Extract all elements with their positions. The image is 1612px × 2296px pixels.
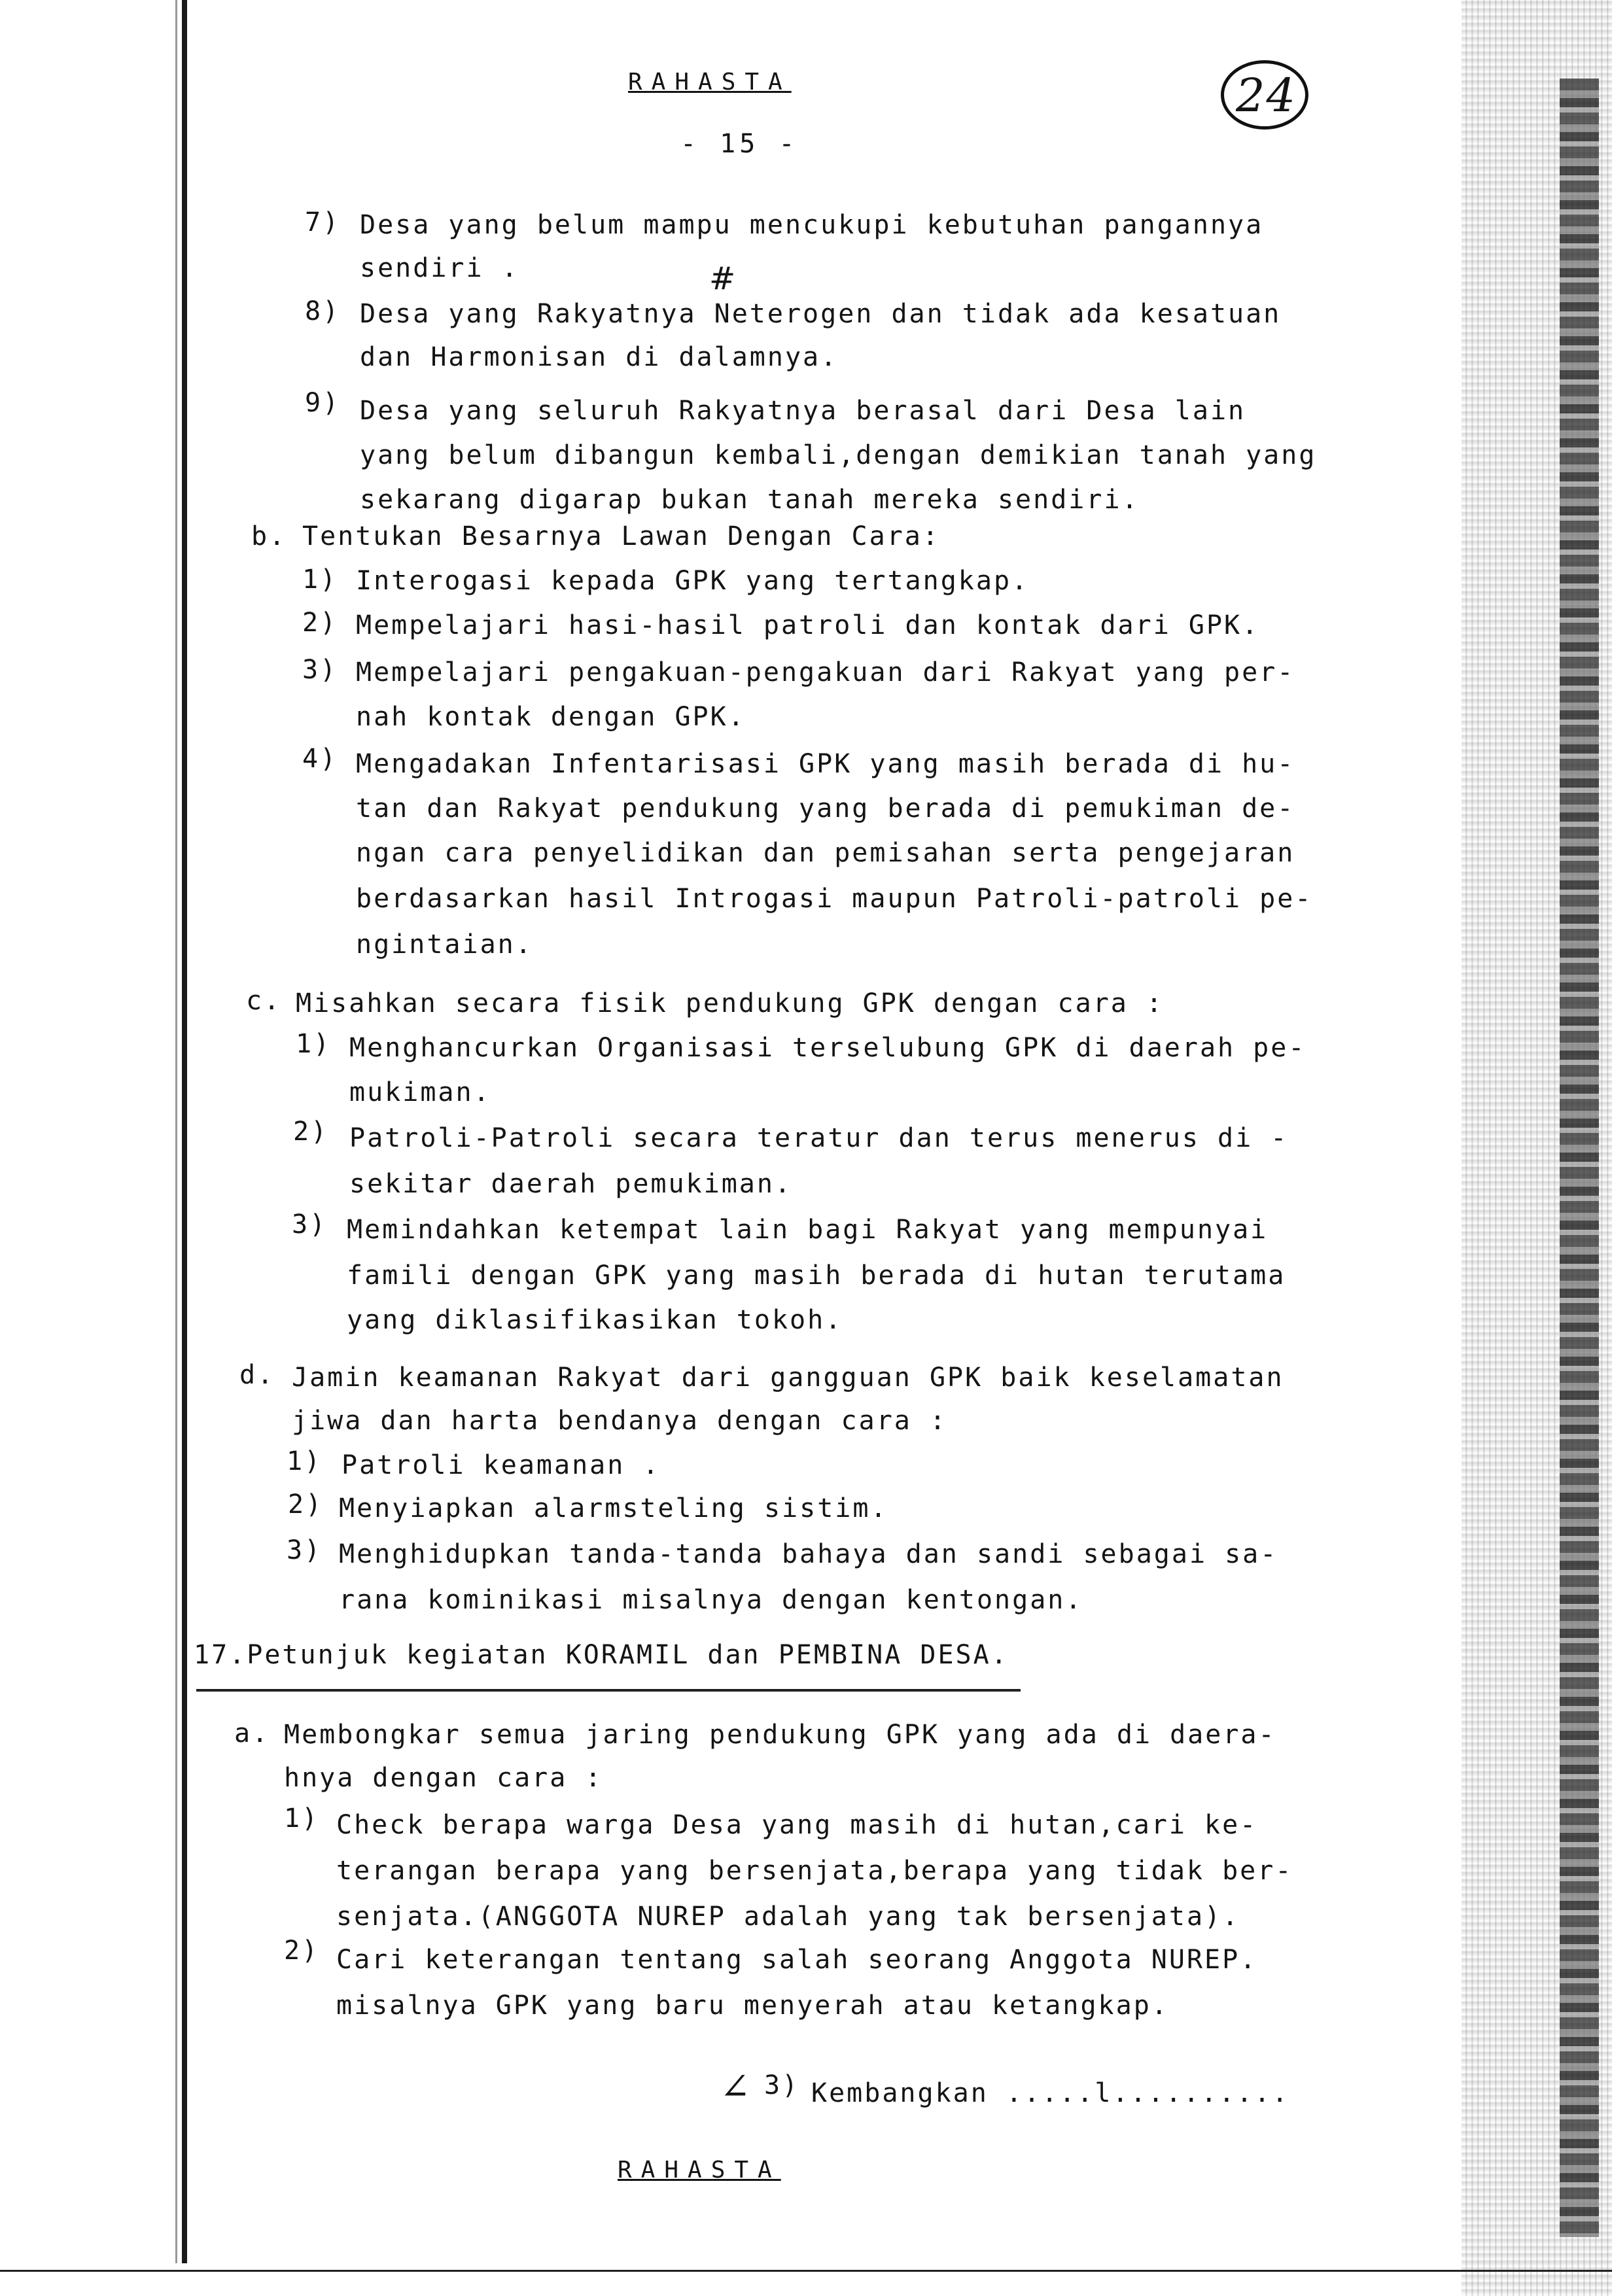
handwritten-hash-mark: # [709, 260, 736, 297]
section-17a-label: a. [234, 1718, 270, 1748]
item-a9-line2: yang belum dibangun kembali,dengan demikian tanah yang [360, 440, 1317, 470]
item-a8-line1: Desa yang Rakyatnya Neterogen dan tidak ada kesatuan [360, 299, 1282, 329]
section-17a-title-line2: hnya dengan cara : [284, 1763, 603, 1793]
item-b4-line4: berdasarkan hasil Introgasi maupun Patroli-patroli pe- [356, 884, 1313, 914]
section-c-label: c. [246, 986, 282, 1016]
section-17-underline [196, 1689, 1021, 1692]
item-d3-num: 3) [287, 1535, 323, 1565]
section-d-label: d. [239, 1360, 275, 1390]
scan-edge-bottom [0, 2270, 1612, 2272]
item-b4-num: 4) [302, 744, 338, 774]
item-d3-line1: Menghidupkan tanda-tanda bahaya dan sandi sebagai sa- [339, 1539, 1278, 1569]
item-a7-line2: sendiri . [360, 253, 519, 283]
item-c2-line2: sekitar daerah pemukiman. [349, 1169, 793, 1199]
item-b2-num: 2) [302, 608, 338, 638]
item-17a2-line2: misalnya GPK yang baru menyerah atau ketangkap. [336, 1991, 1169, 2021]
item-d3-line2: rana kominikasi misalnya dengan kentongan. [339, 1585, 1083, 1615]
item-b4-line1: Mengadakan Infentarisasi GPK yang masih berada di hu- [356, 749, 1295, 779]
item-c3-num: 3) [292, 1209, 328, 1240]
item-d2-line1: Menyiapkan alarmsteling sistim. [339, 1493, 888, 1523]
section-b-title: Tentukan Besarnya Lawan Dengan Cara: [302, 521, 940, 551]
item-b4-line2: tan dan Rakyat pendukung yang berada di pemukiman de- [356, 793, 1295, 824]
item-d1-line1: Patroli keamanan . [342, 1450, 661, 1480]
item-17a2-num: 2) [284, 1936, 320, 1966]
item-a8-num: 8) [305, 296, 341, 326]
item-a9-line3: sekarang digarap bukan tanah mereka sendiri. [360, 485, 1140, 515]
item-a9-num: 9) [305, 388, 341, 418]
item-b2-line1: Mempelajari hasi-hasil patroli dan kontak dari GPK. [356, 610, 1260, 640]
scan-edge-left [182, 0, 187, 2263]
item-c3-line2: famili dengan GPK yang masih berada di hutan terutama [347, 1261, 1286, 1291]
handwritten-bracket-mark: ∠ [720, 2066, 750, 2108]
page-number: - 15 - [680, 129, 799, 159]
item-c3-line3: yang diklasifikasikan tokoh. [347, 1305, 843, 1335]
item-17a2-line1: Cari keterangan tentang salah seorang Anggota NUREP. [336, 1945, 1258, 1975]
item-b4-line3: ngan cara penyelidikan dan pemisahan serta pengejaran [356, 838, 1295, 868]
item-c1-line1: Menghancurkan Organisasi terselubung GPK di daerah pe- [349, 1033, 1306, 1063]
item-17a1-num: 1) [284, 1803, 320, 1834]
item-a9-line1: Desa yang seluruh Rakyatnya berasal dari Desa lain [360, 396, 1246, 426]
item-17a1-line1: Check berapa warga Desa yang masih di hutan,cari ke- [336, 1810, 1258, 1840]
item-c3-line1: Memindahkan ketempat lain bagi Rakyat yang mempunyai [347, 1215, 1269, 1245]
handwritten-page-number: 24 [1236, 69, 1297, 122]
item-c1-line2: mukiman. [349, 1077, 491, 1107]
item-17a1-line2: terangan berapa yang bersenjata,berapa yang tidak ber- [336, 1856, 1293, 1886]
continuation-marker: 3) [764, 2070, 800, 2100]
section-b-label: b. [251, 521, 287, 551]
item-c1-num: 1) [296, 1029, 332, 1059]
item-d1-num: 1) [287, 1446, 323, 1476]
section-17a-title-line1: Membongkar semua jaring pendukung GPK yang ada di daera- [284, 1720, 1276, 1750]
item-a8-line2: dan Harmonisan di dalamnya. [360, 342, 839, 372]
item-b3-line1: Mempelajari pengakuan-pengakuan dari Rakyat yang per- [356, 657, 1295, 687]
item-b1-num: 1) [302, 565, 338, 595]
item-17a1-line3: senjata.(ANGGOTA NUREP adalah yang tak bersenjata). [336, 1902, 1240, 1932]
section-c-title: Misahkan secara fisik pendukung GPK dengan cara : [296, 988, 1165, 1018]
section-17-heading: 17.Petunjuk kegiatan KORAMIL dan PEMBINA DESA. [194, 1640, 1009, 1670]
header-classification: RAHASTA [628, 69, 792, 96]
item-b3-num: 3) [302, 655, 338, 685]
item-c2-num: 2) [293, 1117, 329, 1147]
item-b1-line1: Interogasi kepada GPK yang tertangkap. [356, 566, 1030, 596]
handwritten-page-circle [1221, 60, 1308, 130]
scan-edge-left-shadow [175, 0, 177, 2263]
item-d2-num: 2) [288, 1489, 324, 1520]
item-b3-line2: nah kontak dengan GPK. [356, 702, 746, 732]
footer-classification: RAHASTA [618, 2157, 781, 2183]
continuation-text: Kembangkan .....l.......... [811, 2078, 1290, 2108]
item-a7-line1: Desa yang belum mampu mencukupi kebutuhan pangannya [360, 210, 1264, 240]
scan-edge-right [1560, 78, 1599, 2237]
item-b4-line5: ngintaian. [356, 930, 533, 960]
section-d-title-line2: jiwa dan harta bendanya dengan cara : [292, 1406, 948, 1436]
item-a7-num: 7) [305, 207, 341, 237]
item-c2-line1: Patroli-Patroli secara teratur dan terus menerus di - [349, 1123, 1289, 1153]
section-d-title-line1: Jamin keamanan Rakyat dari gangguan GPK baik keselamatan [292, 1363, 1284, 1393]
